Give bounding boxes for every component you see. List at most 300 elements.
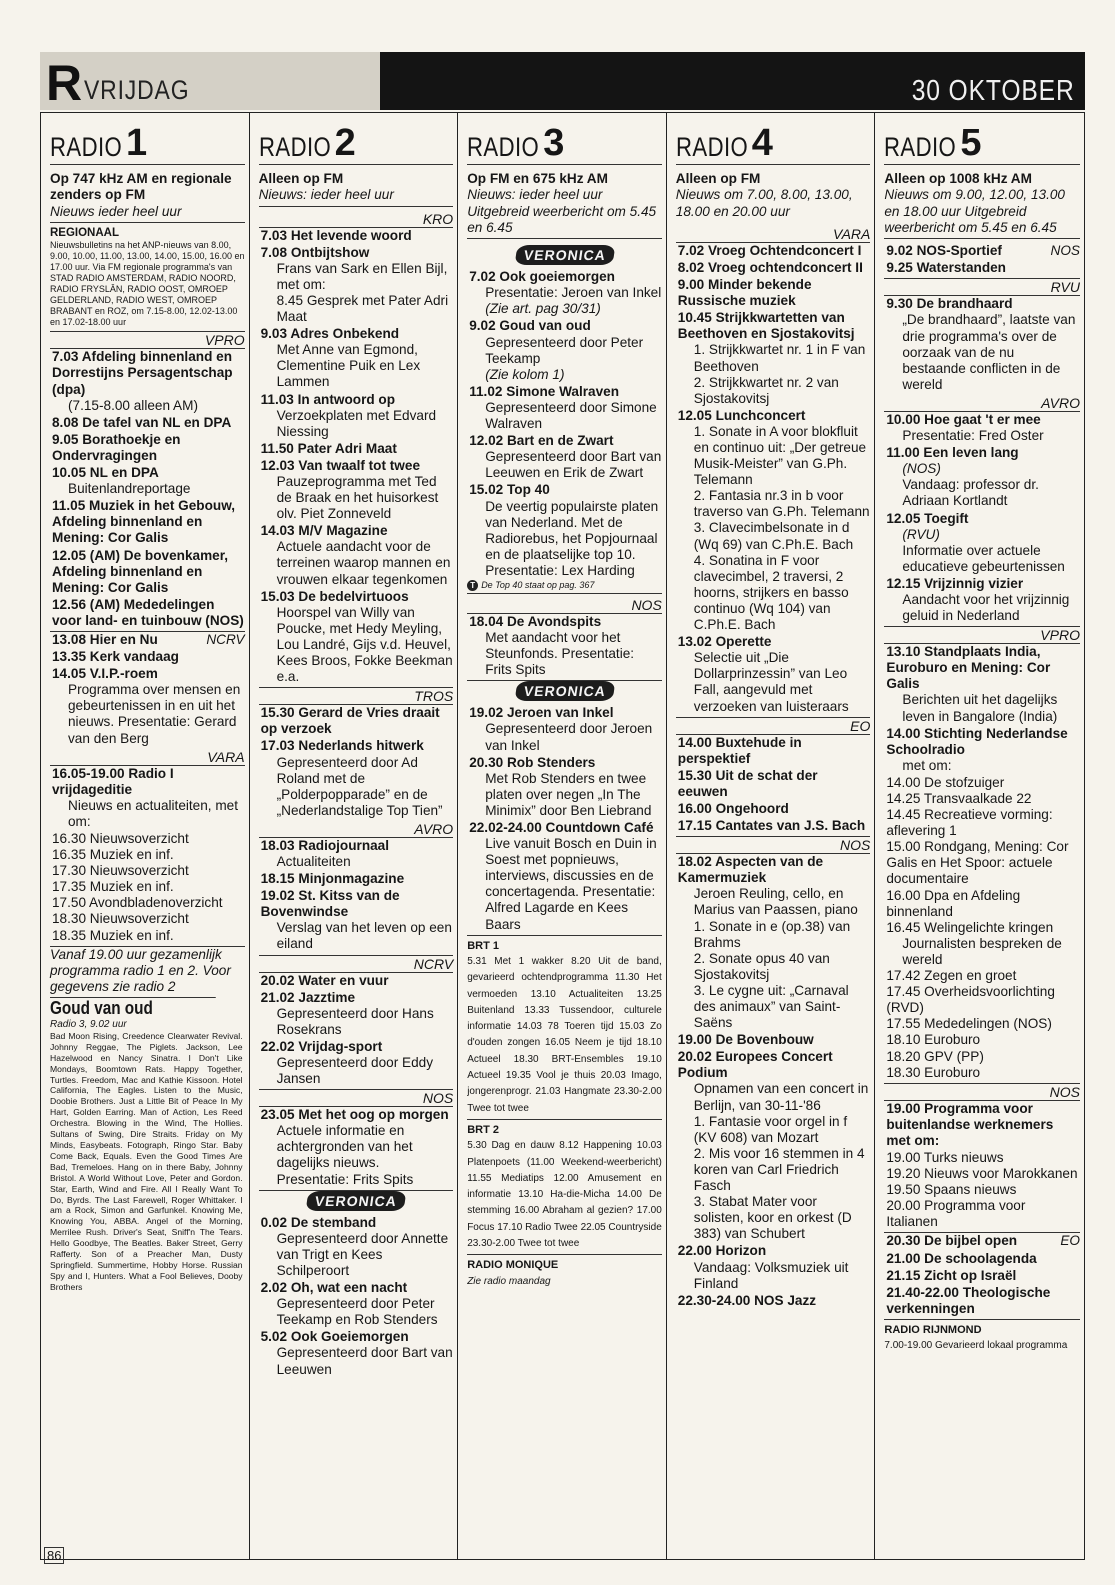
intro-bold: Alleen op 1008 kHz AM xyxy=(884,171,1032,186)
program-title: 23.05 Met het oog op morgen xyxy=(260,1107,449,1123)
program-title: 13.35 Kerk vandaag xyxy=(52,649,179,665)
program-entry xyxy=(884,576,1080,624)
program-title: 9.25 Waterstanden xyxy=(886,260,1006,276)
program-title: 11.00 Een leven lang xyxy=(886,445,1019,461)
program-entry xyxy=(884,296,1080,393)
regionaal-head: REGIONAAL xyxy=(50,226,119,239)
program-entry xyxy=(259,458,454,522)
header xyxy=(40,52,1085,110)
program-entry xyxy=(259,392,454,440)
veronica-logo xyxy=(467,680,662,701)
broadcaster: AVRO xyxy=(259,821,454,838)
program-title: 22.00 Horizon xyxy=(677,1243,767,1259)
broadcaster: TROS xyxy=(259,687,454,705)
program-desc: Actuele aandacht voor de terreinen waarop mannen en vrouwen elkaar tegenkomen xyxy=(276,539,451,587)
program-desc: Vandaag: Volksmuziek uit Finland xyxy=(693,1259,849,1291)
program-title: 13.08 Hier en Nu xyxy=(52,631,158,647)
program-entry xyxy=(884,511,1080,575)
column-radio-1 xyxy=(41,113,250,1559)
program-entry xyxy=(467,482,662,579)
program-desc: 2. Strijkkwartet nr. 2 van Sjostakovitsj xyxy=(693,374,839,406)
header-left xyxy=(40,52,380,110)
program-entry xyxy=(50,548,245,596)
program-desc: De veertig populairste platen van Nederland. Met de Radiorebus, het Popjournaal en de plaatselijke top 10. Presentatie: Lex Harding xyxy=(485,498,659,578)
date-label: 30 OKTOBER xyxy=(912,75,1075,107)
program-title: 0.02 De stemband xyxy=(260,1214,377,1230)
column-radio-3 xyxy=(458,113,667,1559)
schedule-line: 17.35 Muziek en inf. xyxy=(52,879,174,895)
program-entry xyxy=(676,818,871,834)
program-entry xyxy=(50,349,245,413)
program-title: 8.08 De tafel van NL en DPA xyxy=(52,414,232,430)
program-title: 15.02 Top 40 xyxy=(469,482,550,498)
radio-label: RADIO xyxy=(50,132,123,162)
program-entry xyxy=(259,705,454,737)
program-entry xyxy=(676,1293,871,1309)
program-title: 18.03 Radiojournaal xyxy=(260,837,390,853)
radio-5-title xyxy=(884,121,1080,165)
program-desc: 8.45 Gesprek met Pater Adri Maat xyxy=(276,292,449,325)
program-title: 17.15 Cantates van J.S. Bach xyxy=(677,818,866,834)
program-entry xyxy=(676,277,871,309)
program-entry xyxy=(467,705,662,753)
program-desc: Live vanuit Bosch en Duin in Soest met popnieuws, interviews, discussies en de concertagenda. Presentatie: Alfred Lagarde en Kees Baars xyxy=(485,836,657,932)
radio-number: 1 xyxy=(126,122,148,164)
program-entry xyxy=(676,634,871,714)
program-entry xyxy=(467,755,662,819)
program-title: 17.03 Nederlands hitwerk xyxy=(260,738,424,754)
program-desc: Vandaag: professor dr. Adriaan Kortlandt xyxy=(902,477,1039,509)
program-title: 8.02 Vroeg ochtendconcert II xyxy=(677,259,863,275)
radio-number: 5 xyxy=(960,122,982,164)
program-desc: Gepresenteerd door Ad Roland met de „Polderpopparade” en de „Nederlandstalige Top Tien” xyxy=(276,754,443,818)
program-title: 14.05 V.I.P.-roem xyxy=(52,666,158,682)
day-label: VRIJDAG xyxy=(84,75,190,105)
schedule-line: 19.00 Turks nieuws xyxy=(886,1149,1004,1165)
program-title: 20.30 Rob Stenders xyxy=(469,754,596,770)
program-title: 13.10 Standplaats India, Euroburo en Mening: Cor Galis xyxy=(886,644,1051,692)
broadcaster: VPRO xyxy=(884,626,1080,644)
program-title: 12.05 Lunchconcert xyxy=(677,407,806,423)
program-desc: Gepresenteerd door Peter Teekamp xyxy=(485,334,644,366)
program-desc: Met aandacht voor het Steunfonds. Presentatie: Frits Spits xyxy=(485,630,635,678)
program-title: 10.45 Strijkkwartetten van Beethoven en Sjostakovitsj xyxy=(677,310,855,342)
brt1-block xyxy=(467,935,662,1117)
regionaal-body: Nieuwsbulletins na het ANP-nieuws van 8.00, 9.00, 10.00, 11.00, 13.00, 14.00, 15.00, 16.00 en 17.00 uur. Via FM regionale programma's van STAD RADIO AMSTERDAM, RADIO NOORD, RADIO FRYSLÂN, RADIO OOST, OMROEP GELDERLAND, RADIO WEST, OMROEP BRABANT en ROZ, om 7.15-8.00, 12.02-13.00 en 17.02-18.00 uur xyxy=(50,240,245,328)
program-entry xyxy=(259,1280,454,1328)
schedule-line: 19.20 Nieuws voor Marokkanen xyxy=(886,1166,1078,1182)
program-entry xyxy=(259,738,454,818)
program-entry xyxy=(884,412,1080,444)
intro-bold: Op FM en 675 kHz AM xyxy=(467,171,608,186)
program-desc: 4. Sonatina in F voor clavecimbel, 2 traversi, 2 hoorns, strijkers en basso continuo (Wq 104) van C.Ph.E. Bach xyxy=(693,552,849,633)
program-entry xyxy=(676,1049,871,1242)
program-entry xyxy=(259,523,454,587)
program-title: 14.00 Stichting Nederlandse Schoolradio xyxy=(886,725,1068,757)
program-broadcaster: (NOS) xyxy=(902,461,941,477)
monique-head: RADIO MONIQUE xyxy=(467,1254,662,1273)
header-right xyxy=(380,52,1085,110)
program-title: 21.15 Zicht op Israël xyxy=(886,1267,1017,1283)
broadcaster: EO xyxy=(676,717,871,735)
program-desc: Actualiteiten xyxy=(276,853,351,869)
program-desc: Gepresenteerd door Jeroen van Inkel xyxy=(485,721,653,753)
program-desc: Buitenlandreportage xyxy=(68,481,191,497)
program-desc: Actuele informatie en achtergronden van het dagelijks nieuws. Presentatie: Frits Spits xyxy=(276,1123,414,1187)
program-title: 9.02 Goud van oud xyxy=(469,318,591,334)
brt2-body: 5.30 Dag en dauw 8.12 Happening 10.03 Platenpoets (11.00 Weekend-weerbericht) 11.55 Mediatips 12.00 Amusement en informatie 13.10 Ha-die-Micha 14.00 De stemming 16.00 Abraham al gezien? 17.00 Focus 17.10 Radio Twee 22.05 Countryside 23.30-2.00 Twee tot twee xyxy=(467,1140,662,1249)
column-radio-4 xyxy=(667,113,876,1559)
program-title: 18.04 De Avondspits xyxy=(469,613,602,629)
radio-number: 2 xyxy=(334,122,356,164)
program-entry xyxy=(50,597,245,629)
program-entry xyxy=(259,1215,454,1279)
program-entry xyxy=(676,801,871,817)
broadcaster: EO xyxy=(1060,1233,1080,1249)
schedule-line: 16.00 Dpa en Afdeling binnenland xyxy=(886,887,1021,919)
column-radio-2 xyxy=(250,113,459,1559)
schedule-line: 20.00 Programma voor Italianen xyxy=(886,1198,1026,1230)
section-letter: R xyxy=(46,55,81,111)
program-desc: Gepresenteerd door Hans Rosekrans xyxy=(276,1005,434,1037)
program-entry xyxy=(676,768,871,800)
program-entry xyxy=(259,326,454,390)
program-entry xyxy=(676,408,871,633)
program-title: 7.02 Ook goeiemorgen xyxy=(469,269,615,285)
program-entry xyxy=(259,228,454,244)
program-entry xyxy=(50,631,245,648)
broadcaster: VARA xyxy=(676,226,871,243)
program-entry xyxy=(676,735,871,767)
intro-bold: Op 747 kHz AM en regionale zenders op FM xyxy=(50,171,232,203)
program-title: 7.03 Afdeling binnenland en Dorrestijns Persagentschap (dpa) xyxy=(52,349,233,397)
program-desc: Verzoekplaten met Edvard Niessing xyxy=(276,407,437,439)
program-entry xyxy=(467,269,662,317)
radio-5-intro xyxy=(884,171,1080,239)
radio-1-intro xyxy=(50,171,245,223)
program-title: 19.00 Programma voor buitenlandse werknemers met om: xyxy=(886,1100,1054,1148)
schedule-line: 18.10 Euroburo xyxy=(886,1032,981,1048)
program-title: 12.15 Vrijzinnig vizier xyxy=(886,575,1024,591)
program-desc: Informatie over actuele educatieve gebeurtenissen xyxy=(902,542,1065,574)
intro-italic: Nieuws: ieder heel uur Uitgebreid weerbericht om 5.45 en 6.45 xyxy=(467,187,657,235)
program-title: 7.02 Vroeg Ochtendconcert I xyxy=(677,242,862,258)
program-desc: Gepresenteerd door Bart van Leeuwen en Erik de Zwart xyxy=(485,449,662,481)
program-title: 14.00 Buxtehude in perspektief xyxy=(677,734,802,766)
radio-1-title xyxy=(50,121,245,165)
program-title: 15.30 Gerard de Vries draait op verzoek xyxy=(260,705,440,737)
program-entry xyxy=(467,384,662,432)
program-entry xyxy=(467,433,662,481)
schedule-line: 18.30 Euroburo xyxy=(886,1064,981,1080)
program-entry xyxy=(676,243,871,259)
program-desc: Aandacht voor het vrijzinnig geluid in Nederland xyxy=(902,591,1070,624)
program-entry xyxy=(259,888,454,952)
program-title: 18.02 Aspecten van de Kamermuziek xyxy=(677,854,824,886)
program-title: 22.02-24.00 Countdown Café xyxy=(469,820,654,835)
radio-3-title xyxy=(467,121,662,165)
regionaal-block xyxy=(50,227,245,329)
schedule-grid xyxy=(40,112,1085,1560)
program-desc: 3. Clavecimbelsonate in d (Wq 69) van C.Ph.E. Bach xyxy=(693,520,854,552)
program-desc: Nieuws en actualiteiten, met om: xyxy=(68,797,239,829)
program-entry xyxy=(884,1285,1080,1317)
schedule-line: 17.50 Avondbladenoverzicht xyxy=(52,895,223,911)
program-entry xyxy=(676,1032,871,1048)
program-entry xyxy=(259,1107,454,1187)
program-entry xyxy=(50,498,245,546)
intro-italic: Nieuws ieder heel uur xyxy=(50,203,182,219)
vanaf-note: Vanaf 19.00 uur gezamenlijk programma radio 1 en 2. Voor gegevens zie radio 2 xyxy=(50,946,245,995)
broadcaster: KRO xyxy=(259,211,454,228)
radio-label: RADIO xyxy=(884,132,957,162)
program-title: 11.02 Simone Walraven xyxy=(469,383,620,399)
schedule-line: 16.45 Welingelichte kringen xyxy=(886,919,1054,935)
program-desc: Met Anne van Egmond, Clementine Puik en Lex Lammen xyxy=(276,342,421,390)
radio-3-intro xyxy=(467,171,662,239)
schedule-line: 17.30 Nieuwsoverzicht xyxy=(52,863,189,879)
program-entry xyxy=(676,260,871,276)
page-number: 86 xyxy=(44,1547,64,1564)
program-title: 12.56 (AM) Mededelingen voor land- en tuinbouw (NOS) xyxy=(52,596,244,628)
radio-label: RADIO xyxy=(258,132,331,162)
brt2-head: BRT 2 xyxy=(467,1119,662,1138)
radio-2-title xyxy=(259,121,454,165)
program-title: 22.30-24.00 NOS Jazz xyxy=(677,1292,817,1308)
program-desc: Programma over mensen en gebeurtenissen in en uit het nieuws. Presentatie: Gerard van den Berg xyxy=(68,682,241,746)
intro-italic: Nieuws: ieder heel uur xyxy=(258,187,394,203)
program-title: 2.02 Oh, wat een nacht xyxy=(260,1280,408,1296)
program-desc: Gepresenteerd door Peter Teekamp en Rob Stenders xyxy=(276,1296,438,1328)
program-entry xyxy=(50,649,245,665)
rijnmond-block xyxy=(884,1319,1080,1355)
program-title: 12.05 (AM) De bovenkamer, Afdeling binnenland en Mening: Cor Galis xyxy=(52,547,229,595)
program-desc: Selectie uit „Die Dollarprinzessin” van Leo Fall, aangevuld met verzoeken van luisteraars xyxy=(693,650,849,714)
program-title: 19.00 De Bovenbouw xyxy=(677,1032,814,1048)
program-title: 21.02 Jazztime xyxy=(260,989,356,1005)
program-desc: Jeroen Reuling, cello, en Marius van Paassen, piano xyxy=(693,886,858,918)
schedule-line: 17.45 Overheidsvoorlichting (RVD) xyxy=(886,984,1055,1016)
veronica-logo xyxy=(259,1190,454,1211)
schedule-line: 16.35 Muziek en inf. xyxy=(52,847,174,863)
program-title: 10.00 Hoe gaat 't er mee xyxy=(886,411,1041,427)
program-title: 16.00 Ongehoord xyxy=(677,800,789,816)
program-desc: 2. Fantasia nr.3 in b voor traverso van G.Ph. Telemann xyxy=(693,488,870,520)
program-entry xyxy=(884,1251,1080,1267)
broadcaster: VARA xyxy=(50,749,245,766)
schedule-line: 18.30 Nieuwsoverzicht xyxy=(52,911,189,927)
program-title: 21.40-22.00 Theologische verkenningen xyxy=(886,1284,1051,1316)
program-title: 15.03 De bedelvirtuoos xyxy=(260,588,409,604)
program-desc: Gepresenteerd door Simone Walraven xyxy=(485,399,657,432)
program-entry xyxy=(676,310,871,407)
page xyxy=(40,52,1085,1562)
broadcaster: AVRO xyxy=(884,395,1080,412)
program-entry xyxy=(676,854,871,1031)
brt1-body: 5.31 Met 1 wakker 8.20 Uit de band, gevarieerd ochtendprogramma 11.30 Het vermoeden 13.10 Actualiteiten 13.25 Buitenland 13.33 Tussendoor, culturele informatie 14.03 78 Toeren tijd 15.03 Zo d'ouden zongen 16.05 Neem je tijd 18.10 Actueel 18.30 BRT-Ensembles 19.10 Actueel 19.35 Vool je thuis 20.03 Imago, jongerenprogr. 21.03 Hangmate 23.30-2.00 Twee tot twee xyxy=(467,955,662,1114)
broadcaster: NOS xyxy=(1050,243,1080,259)
program-title: 20.02 Water en vuur xyxy=(260,972,389,988)
program-desc: Presentatie: Jeroen van Inkel xyxy=(485,285,662,301)
program-title: 10.05 NL en DPA xyxy=(52,465,159,481)
program-entry xyxy=(259,838,454,870)
program-entry xyxy=(259,441,454,457)
program-entry xyxy=(676,1243,871,1291)
intro-italic: Nieuws om 9.00, 12.00, 13.00 en 18.00 uur Uitgebreid weerbericht om 5.45 en 6.45 xyxy=(884,187,1065,235)
program-desc: 2. Mis voor 16 stemmen in 4 koren van Carl Friedrich Fasch xyxy=(693,1145,865,1194)
program-desc: 2. Sonate opus 40 van Sjostakovitsj xyxy=(693,950,830,982)
schedule-line: 15.00 Rondgang, Mening: Cor Galis en Het Spoor: actuele documentaire xyxy=(886,839,1069,887)
program-desc: 3. Le cygne uit: „Carnaval des animaux” van Saint-Saëns xyxy=(693,982,849,1031)
program-entry xyxy=(884,1101,1080,1149)
goud-van-oud-title: Goud van oud xyxy=(50,997,215,1019)
program-title: 7.08 Ontbijtshow xyxy=(260,244,370,260)
program-desc: 1. Sonate in A voor blokfluit en continuo uit: „Der getreue Musik-Meister” van G.Ph. Telemann xyxy=(693,423,867,488)
broadcaster: NOS xyxy=(676,836,871,854)
monique-block xyxy=(467,1254,662,1290)
program-desc: Met Rob Stenders en twee platen over negen „In The Minimix” door Ben Liebrand xyxy=(485,770,652,818)
program-broadcaster: (RVU) xyxy=(902,526,940,542)
program-ref: (Zie kolom 1) xyxy=(485,366,565,382)
radio-4-intro xyxy=(676,171,871,222)
program-title: 9.05 Borathoekje en Ondervragingen xyxy=(52,431,181,463)
veronica-logo-text: VERONICA xyxy=(514,681,615,701)
rijnmond-head: RADIO RIJNMOND xyxy=(884,1319,1080,1338)
program-title: 18.15 Minjonmagazine xyxy=(260,871,405,887)
program-title: 11.05 Muziek in het Gebouw, Afdeling binnenland en Mening: Cor Galis xyxy=(52,498,236,546)
column-radio-5 xyxy=(875,113,1084,1559)
program-ref: (Zie art. pag 30/31) xyxy=(485,301,601,317)
goud-van-oud-sub: Radio 3, 9.02 uur xyxy=(50,1018,127,1030)
program-title: 9.30 De brandhaard xyxy=(886,296,1013,312)
program-title: 9.02 NOS-Sportief xyxy=(886,243,1002,259)
program-entry xyxy=(259,245,454,325)
program-title: 13.02 Operette xyxy=(677,634,772,650)
goud-van-oud-body: Bad Moon Rising, Creedence Clearwater Revival. Johnny Reggae, The Piglets. Jackson, Lee Hazelwood en Nancy Sinatra. I Don't Like Mondays, Boomtown Rats. Happy Together, Turtles. Freedom, Mac and Kathie Kissoon. Hotel California, The Eagles. Listen to the Music, Doobie Brothers. Just a Little Bit of Peace In My Hart, Golden Earring. Man of Action, Les Reed Orchestra. Blowing in the Wind, The Hollies. Sultans of Swing, Dire Straits. Friday on My Minds, Easybeats. Fotograph, Ringo Star. Baby Come Back, Equals. Even the Good Times Are Bad, Tremeloes. Hang on in there Baby, Johnny Bristol. A World Without Love, Peter and Gordon. Star, Earth, Wind and Fire. All I Really Want To Do, Byrds. The Last Farewell, Roger Whittaker. I am a Rock, Simon and Garfunkel. Knowing Me, Knowing You, ABBA. Angel of the Morning, Merrilee Rush. Driver's Seat, Sniff'n The Tears. Hello Goodbye, The Beatles. Baker Street, Gerry Rafferty. Son of a Preacher Man, Dusty Springfield. Summertime, Hobby Horse. Russian Spy and I, Hunters. What a Fool Believes, Dooby Brothers xyxy=(50,1030,243,1292)
program-entry xyxy=(259,1329,454,1377)
program-title: 20.30 De bijbel open xyxy=(886,1233,1018,1249)
broadcaster: NOS xyxy=(884,1083,1080,1101)
schedule-line: 18.20 GPV (PP) xyxy=(886,1048,984,1064)
program-entry xyxy=(259,589,454,686)
broadcaster: NCRV xyxy=(259,955,454,973)
radio-number: 3 xyxy=(543,122,565,164)
radio-number: 4 xyxy=(751,122,773,164)
program-desc: 3. Stabat Mater voor solisten, koor en orkest (D 383) van Schubert xyxy=(693,1194,852,1242)
program-entry xyxy=(50,432,245,464)
program-entry xyxy=(884,445,1080,509)
program-desc: 1. Strijkkwartet nr. 1 in F van Beethoven xyxy=(693,342,866,374)
program-title: 11.50 Pater Adri Maat xyxy=(260,440,397,456)
broadcaster: NCRV xyxy=(206,631,245,647)
program-desc: (7.15-8.00 alleen AM) xyxy=(68,397,198,413)
program-entry xyxy=(50,465,245,497)
program-title: 5.02 Ook Goeiemorgen xyxy=(260,1329,409,1345)
program-title: 11.03 In antwoord op xyxy=(260,391,396,407)
schedule-line-desc: Journalisten bespreken de wereld xyxy=(902,935,1062,967)
program-entry xyxy=(50,666,245,746)
program-title: 19.02 St. Kitss van de Bovenwindse xyxy=(260,888,400,920)
program-title: 9.03 Adres Onbekend xyxy=(260,326,400,342)
veronica-logo xyxy=(467,245,662,265)
broadcaster: NOS xyxy=(259,1089,454,1107)
schedule-line: 17.42 Zegen en groet xyxy=(886,968,1017,984)
program-desc: Berichten uit het dagelijks leven in Bangalore (India) xyxy=(902,692,1058,724)
program-title: 22.02 Vrijdag-sport xyxy=(260,1038,383,1054)
program-title: 12.05 Toegift xyxy=(886,510,969,526)
program-title: 21.00 De schoolagenda xyxy=(886,1250,1037,1266)
program-entry xyxy=(259,871,454,887)
monique-body: Zie radio maandag xyxy=(467,1275,551,1287)
broadcaster: RVU xyxy=(884,278,1080,296)
program-entry xyxy=(884,726,1080,774)
program-title: 20.02 Europees Concert Podium xyxy=(677,1049,833,1081)
program-entry xyxy=(50,766,245,830)
program-title: 9.00 Minder bekende Russische muziek xyxy=(677,277,812,309)
schedule-line: 18.35 Muziek en inf. xyxy=(52,927,174,943)
program-entry xyxy=(467,318,662,382)
schedule-line: 19.50 Spaans nieuws xyxy=(886,1182,1017,1198)
program-desc: Gepresenteerd door Annette van Trigt en Kees Schilperoort xyxy=(276,1230,449,1278)
program-desc: 1. Fantasie voor orgel in f (KV 608) van Mozart xyxy=(693,1113,848,1145)
program-entry xyxy=(467,614,662,678)
program-title: 16.05-19.00 Radio I vrijdageditie xyxy=(52,765,174,797)
program-entry xyxy=(259,973,454,989)
schedule-line: 17.55 Mededelingen (NOS) xyxy=(886,1016,1052,1032)
top40-note xyxy=(467,580,662,594)
program-title: 14.03 M/V Magazine xyxy=(260,523,388,539)
program-desc: Presentatie: Fred Oster xyxy=(902,428,1044,444)
program-desc: Verslag van het leven op een eiland xyxy=(276,920,452,952)
program-title: 12.02 Bart en de Zwart xyxy=(469,433,614,449)
program-desc: Opnamen van een concert in Berlijn, van 30-11-'86 xyxy=(693,1081,869,1113)
schedule-line: 14.25 Transvaalkade 22 xyxy=(886,791,1032,806)
intro-italic: Nieuws om 7.00, 8.00, 13.00, 18.00 en 20.00 uur xyxy=(675,187,853,219)
program-entry xyxy=(884,644,1080,724)
program-entry xyxy=(884,260,1080,276)
program-entry xyxy=(467,820,662,933)
program-desc: met om: xyxy=(902,757,952,773)
radio-label: RADIO xyxy=(467,132,540,162)
program-desc: Hoorspel van Willy van Poucke, met Hedy Meyling, Lou Landré, Gijs v.d. Heuvel, Kees Broos, Fokke Beekman e.a. xyxy=(276,604,453,685)
program-title: 15.30 Uit de schat der eeuwen xyxy=(677,767,818,799)
intro-bold: Alleen op FM xyxy=(675,171,761,186)
top40-note-text: De Top 40 staat op pag. 367 xyxy=(481,579,595,590)
brt2-block xyxy=(467,1119,662,1252)
broadcaster: VPRO xyxy=(50,331,245,349)
schedule-line: 16.30 Nieuwsoverzicht xyxy=(52,831,189,847)
program-title: 19.02 Jeroen van Inkel xyxy=(469,705,614,721)
program-desc: Gepresenteerd door Bart van Leeuwen xyxy=(276,1345,453,1377)
program-title: 12.03 Van twaalf tot twee xyxy=(260,457,421,473)
veronica-logo-text: VERONICA xyxy=(306,1191,407,1211)
schedule-line: 14.00 De stofzuiger xyxy=(886,774,1005,790)
program-entry xyxy=(50,415,245,431)
brt1-head: BRT 1 xyxy=(467,935,662,954)
schedule-line: 14.45 Recreatieve vorming: aflevering 1 xyxy=(886,807,1053,839)
intro-bold: Alleen op FM xyxy=(258,171,344,186)
program-desc: Gepresenteerd door Eddy Jansen xyxy=(276,1055,434,1087)
program-entry xyxy=(259,1039,454,1087)
rijnmond-body: 7.00-19.00 Gevarieerd lokaal programma xyxy=(884,1340,1068,1352)
program-entry xyxy=(259,990,454,1038)
program-entry xyxy=(884,1232,1080,1249)
program-entry xyxy=(884,243,1080,259)
radio-4-title xyxy=(676,121,871,165)
tv-icon: T xyxy=(467,580,478,591)
program-desc: „De brandhaard”, laatste van drie programma's over de oorzaak van de nu bestaande conflicten in de wereld xyxy=(902,312,1076,392)
program-desc: Frans van Sark en Ellen Bijl, met om: xyxy=(276,260,448,292)
